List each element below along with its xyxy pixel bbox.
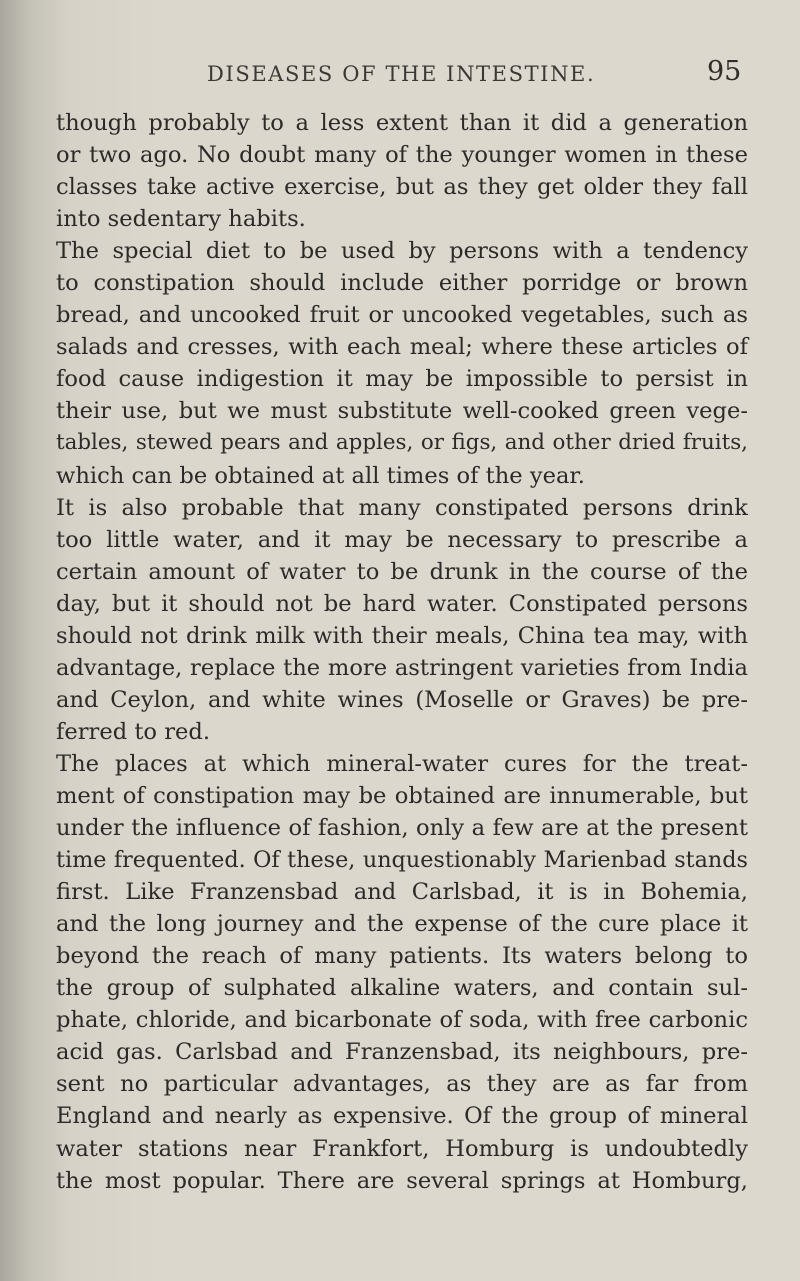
page-header [0,56,800,96]
text-line: classes take active exercise, but as they get older they fall [56,174,748,201]
text-line: salads and cresses, with each meal; where these articles of [56,334,748,361]
text-line: It is also probable that many constipated persons drink [56,494,748,521]
text-line: too little water, and it may be necessary to prescribe a [56,526,748,553]
text-line: bread, and uncooked fruit or uncooked vegetables, such as [56,302,748,329]
text-line: though probably to a less extent than it did a generation [56,110,748,136]
text-line: beyond the reach of many patients. Its waters belong to [56,943,748,970]
text-line: the most popular. There are several springs at Homburg, [56,1167,748,1194]
text-line: or two ago. No doubt many of the younger women in these [56,142,748,169]
text-line: first. Like Franzensbad and Carlsbad, it is in Bohemia, [56,879,748,906]
text-line: to constipation should include either porridge or brown [56,270,748,297]
text-line: England and nearly as expensive. Of the group of mineral [56,1103,748,1130]
text-line: the group of sulphated alkaline waters, and contain sul- [56,975,748,1002]
text-line: day, but it should not be hard water. Constipated persons [56,590,748,617]
text-line: their use, but we must substitute well-cooked green vege- [56,398,748,425]
text-line: and Ceylon, and white wines (Moselle or Graves) be pre- [56,686,748,713]
text-line: tables, stewed pears and apples, or figs, and other dried fruits, [56,430,748,456]
text-line: ment of constipation may be obtained are innumerable, but [56,782,748,809]
text-line: into sedentary habits. [56,206,306,233]
text-line: advantage, replace the more astringent varieties from India [56,654,748,681]
text-line: which can be obtained at all times of the year. [56,462,585,489]
text-line: under the influence of fashion, only a few are at the present [56,815,748,842]
text-line: time frequented. Of these, unquestionably Marienbad stands [56,847,748,874]
text-line: sent no particular advantages, as they are as far from [56,1071,748,1098]
text-line: water stations near Frankfort, Homburg is undoubtedly [56,1135,748,1162]
text-line: acid gas. Carlsbad and Franzensbad, its neighbours, pre- [56,1039,748,1066]
text-line: should not drink milk with their meals, China tea may, with [56,622,748,649]
text-line: and the long journey and the expense of the cure place it [56,911,748,938]
page-number: 95 [707,56,742,87]
text-line: The places at which mineral-water cures for the treat- [56,750,748,777]
text-line: phate, chloride, and bicarbonate of soda, with free carbonic [56,1007,748,1034]
text-line: certain amount of water to be drunk in the course of the [56,558,748,585]
body-text [56,107,748,1197]
text-line: The special diet to be used by persons with a tendency [56,238,748,265]
text-line: ferred to red. [56,718,211,745]
running-head: DISEASES OF THE INTESTINE. [207,62,596,86]
text-line: food cause indigestion it may be impossible to persist in [56,366,748,393]
